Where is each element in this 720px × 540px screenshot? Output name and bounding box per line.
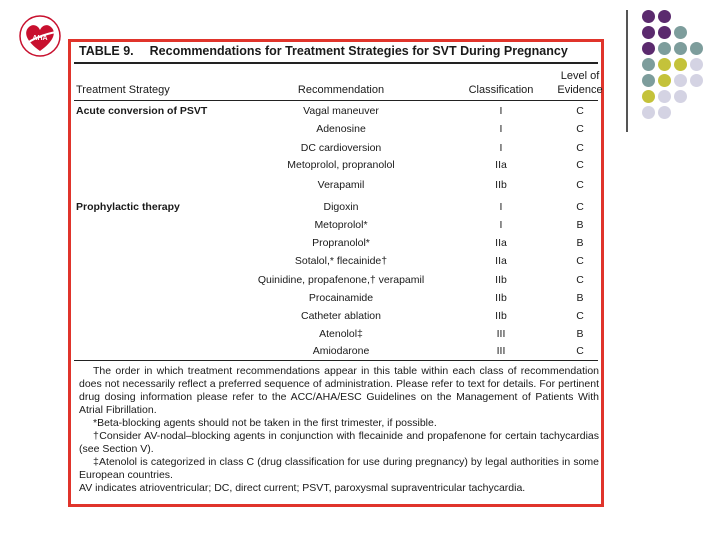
decorative-divider — [626, 10, 628, 132]
dot — [642, 106, 655, 119]
dot — [674, 90, 687, 103]
row-level: B — [576, 328, 584, 340]
row-level: C — [576, 142, 584, 154]
row-level: B — [576, 292, 584, 304]
dot — [658, 106, 671, 119]
row-recommendation: DC cardioversion — [300, 142, 382, 154]
dot — [642, 10, 655, 23]
row-level: C — [576, 105, 584, 117]
footnote-rule — [74, 360, 598, 361]
header-level-line2: Evidence — [557, 84, 603, 96]
header-classification: Classification — [468, 84, 534, 96]
dot — [658, 26, 671, 39]
row-category: Prophylactic therapy — [76, 201, 180, 213]
footnote-order: The order in which treatment recommendations appear in this table within each class of recommendation does not necessarily reflect a preferred sequence of administration. Please refer to text for details. For pertinent drug dosing information please refer to the ACC/AHA/ESC Guidelines on the Management of Patients With Atrial Fibrillation. — [79, 365, 599, 416]
row-classification: IIb — [495, 310, 507, 322]
dot — [674, 58, 687, 71]
row-level: C — [576, 123, 584, 135]
table-title — [79, 44, 568, 58]
dot — [642, 58, 655, 71]
footnote-beta-blocking: *Beta-blocking agents should not be taken in the first trimester, if possible. — [93, 417, 437, 429]
dot — [674, 26, 687, 39]
row-recommendation: Metoprolol, propranolol — [287, 159, 395, 171]
dot — [658, 58, 671, 71]
aha-heart-logo — [18, 14, 62, 58]
header-recommendation: Recommendation — [297, 84, 385, 96]
row-recommendation: Vagal maneuver — [303, 105, 379, 117]
row-level: C — [576, 310, 584, 322]
dot — [690, 74, 703, 87]
row-classification: I — [499, 201, 503, 213]
row-level: C — [576, 201, 584, 213]
row-classification: III — [496, 328, 506, 340]
row-recommendation: Adenosine — [316, 123, 366, 135]
dot — [690, 58, 703, 71]
decorative-dot-grid — [638, 10, 718, 120]
footnote-av-nodal: †Consider AV-nodal–blocking agents in conjunction with flecainide and propafenone for certain tachycardias (see Section V). — [79, 430, 599, 455]
footnote-atenolol: ‡Atenolol is categorized in class C (drug classification for use during pregnancy) by legal authorities in some European countries. — [79, 456, 599, 481]
row-recommendation: Sotalol,* flecainide† — [294, 255, 388, 267]
row-category: Acute conversion of PSVT — [76, 105, 208, 117]
row-classification: IIb — [495, 274, 507, 286]
row-level: C — [576, 179, 584, 191]
title-rule — [74, 62, 598, 64]
table-number: TABLE 9. — [79, 44, 134, 58]
row-recommendation: Atenolol‡ — [319, 328, 363, 340]
dot — [658, 42, 671, 55]
dot — [642, 42, 655, 55]
row-recommendation: Catheter ablation — [301, 310, 381, 322]
header-rule — [74, 100, 598, 101]
row-classification: I — [499, 142, 503, 154]
footnote-abbreviations: AV indicates atrioventricular; DC, direct current; PSVT, paroxysmal supraventricular tachycardia. — [79, 482, 526, 494]
dot — [658, 10, 671, 23]
row-classification: I — [499, 123, 503, 135]
dot — [642, 74, 655, 87]
row-level: B — [576, 237, 584, 249]
dot — [674, 74, 687, 87]
row-classification: I — [499, 105, 503, 117]
row-recommendation: Metoprolol* — [314, 219, 368, 231]
row-classification: IIa — [495, 255, 507, 267]
dot — [642, 90, 655, 103]
header-level-of-evidence — [549, 69, 611, 97]
dot — [690, 42, 703, 55]
row-recommendation: Digoxin — [323, 201, 359, 213]
row-classification: I — [499, 219, 503, 231]
dot — [658, 74, 671, 87]
dot — [642, 26, 655, 39]
row-classification: IIa — [495, 159, 507, 171]
row-classification: III — [496, 345, 506, 357]
table-title-text: Recommendations for Treatment Strategies for SVT During Pregnancy — [149, 44, 568, 58]
table-frame — [68, 39, 604, 507]
row-level: C — [576, 274, 584, 286]
header-treatment-strategy: Treatment Strategy — [76, 84, 170, 96]
row-level: C — [576, 345, 584, 357]
row-level: B — [576, 219, 584, 231]
row-recommendation: Propranolol* — [312, 237, 370, 249]
row-recommendation: Verapamil — [317, 179, 365, 191]
row-level: C — [576, 255, 584, 267]
row-classification: IIb — [495, 292, 507, 304]
header-level-line1: Level of — [560, 70, 600, 82]
dot — [674, 42, 687, 55]
row-level: C — [576, 159, 584, 171]
logo-text: AHA — [32, 35, 48, 42]
dot — [658, 90, 671, 103]
row-recommendation: Amiodarone — [312, 345, 370, 357]
table-footnotes — [79, 365, 599, 495]
row-classification: IIa — [495, 237, 507, 249]
row-recommendation: Quinidine, propafenone,† verapamil — [257, 274, 425, 286]
row-classification: IIb — [495, 179, 507, 191]
row-recommendation: Procainamide — [308, 292, 374, 304]
